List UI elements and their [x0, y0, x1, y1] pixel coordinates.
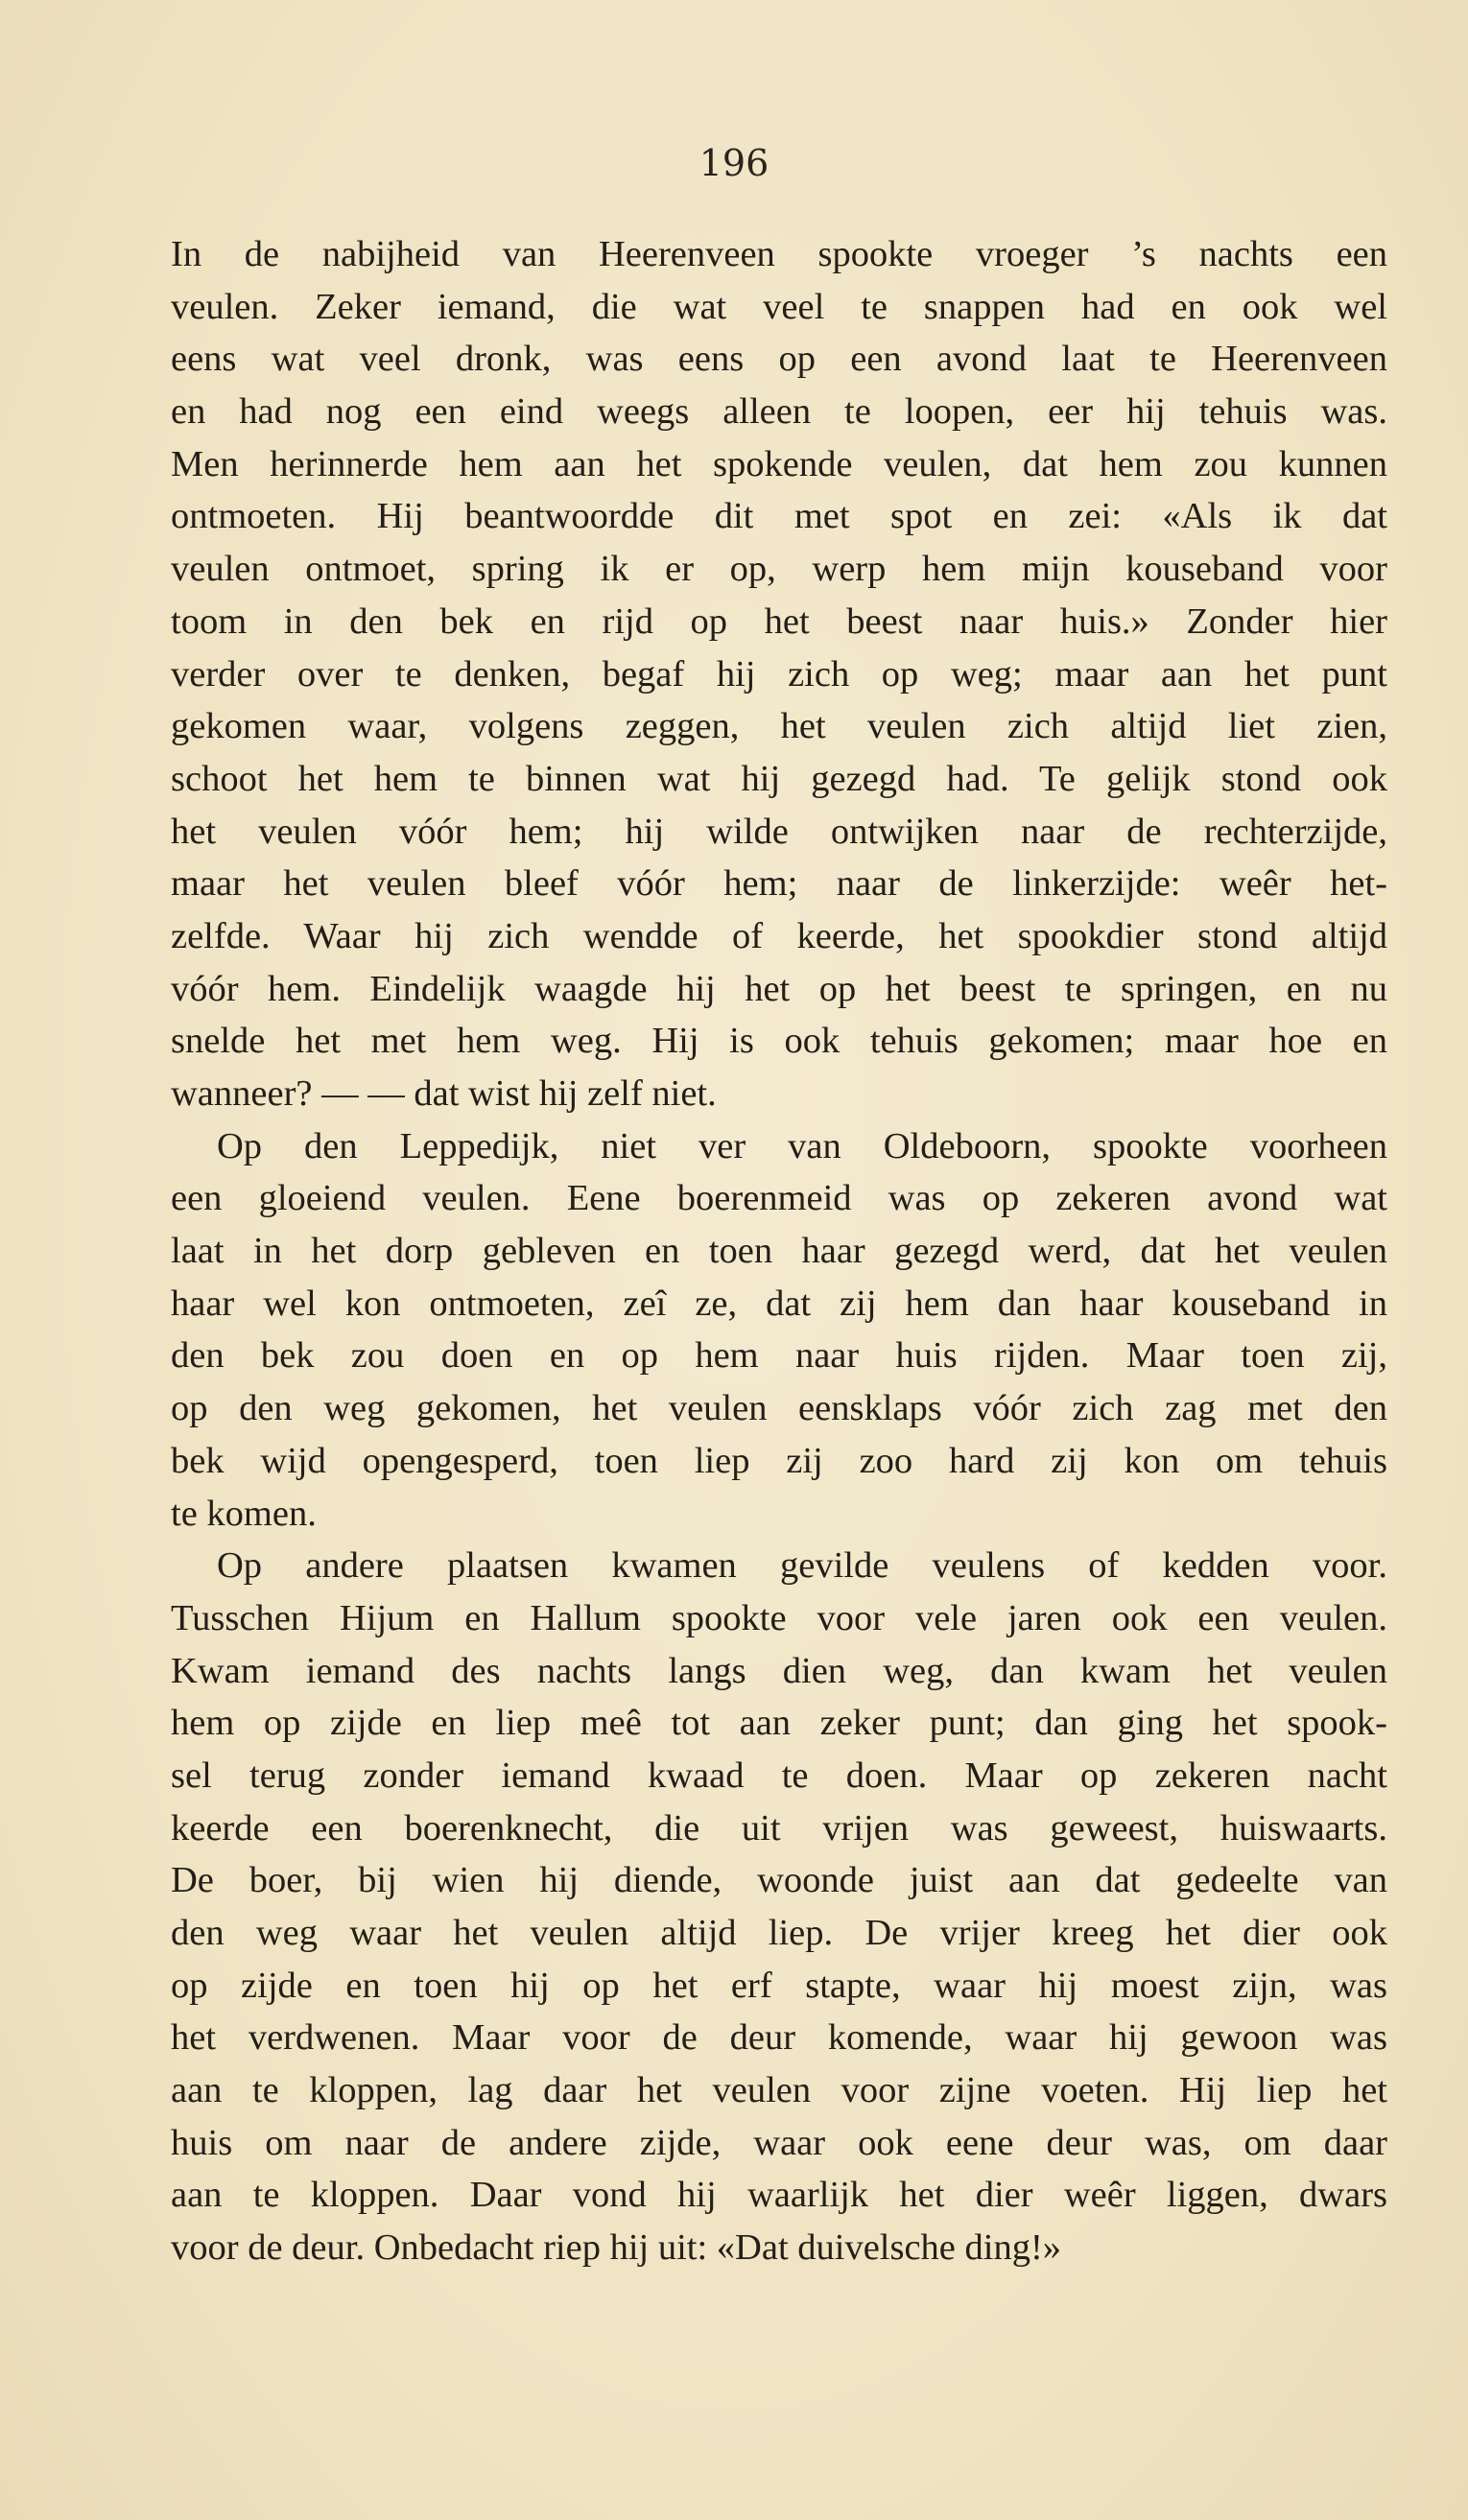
text-line: zelfde. Waar hij zich wendde of keerde, het spookdier stond altijd — [171, 915, 1387, 956]
text-line: aan te kloppen, lag daar het veulen voor zijne voeten. Hij liep het — [171, 2070, 1387, 2111]
text-line: ontmoeten. Hij beantwoordde dit met spot en zei: «Als ik dat — [171, 496, 1387, 537]
text-line: aan te kloppen. Daar vond hij waarlijk het dier weêr liggen, dwars — [171, 2175, 1387, 2216]
text-line: een gloeiend veulen. Eene boerenmeid was op zekeren avond wat — [171, 1178, 1387, 1219]
text-line: Kwam iemand des nachts langs dien weg, dan kwam het veulen — [171, 1650, 1387, 1691]
text-line: wanneer? — — dat wist hij zelf niet. — [171, 1073, 717, 1114]
text-line: laat in het dorp gebleven en toen haar gezegd werd, dat het veulen — [171, 1231, 1387, 1272]
text-line: Tusschen Hijum en Hallum spookte voor vele jaren ook een veulen. — [171, 1597, 1387, 1638]
text-line: hem op zijde en liep meê tot aan zeker punt; dan ging het spook- — [171, 1703, 1387, 1744]
text-line: In de nabijheid van Heerenveen spookte vroeger ’s nachts een — [171, 234, 1387, 274]
text-line: veulen ontmoet, spring ik er op, werp hem mijn kouseband voor — [171, 549, 1387, 590]
paragraph — [171, 228, 1387, 1120]
text-line: Op andere plaatsen kwamen gevilde veulens of kedden voor. — [217, 1545, 1387, 1587]
page-number: 196 — [698, 142, 770, 184]
text-line: den weg waar het veulen altijd liep. De vrijer kreeg het dier ook — [171, 1913, 1387, 1953]
text-line: verder over te denken, begaf hij zich op weg; maar aan het punt — [171, 653, 1387, 695]
text-line: sel terug zonder iemand kwaad te doen. Maar op zekeren nacht — [171, 1755, 1387, 1796]
text-line: eens wat veel dronk, was eens op een avond laat te Heerenveen — [171, 339, 1387, 380]
text-line: huis om naar de andere zijde, waar ook eene deur was, om daar — [171, 2122, 1387, 2163]
paragraph — [171, 1540, 1387, 2274]
text-line: Men herinnerde hem aan het spokende veulen, dat hem zou kunnen — [171, 443, 1387, 484]
text-line: gekomen waar, volgens zeggen, het veulen zich altijd liet zien, — [171, 706, 1387, 747]
text-line: Op den Leppedijk, niet ver van Oldeboorn, spookte voorheen — [217, 1125, 1387, 1166]
text-line: den bek zou doen en op hem naar huis rijden. Maar toen zij, — [171, 1335, 1387, 1377]
text-line: bek wijd opengesperd, toen liep zij zoo hard zij kon om tehuis — [171, 1440, 1387, 1481]
text-line: toom in den bek en rijd op het beest naar huis.» Zonder hier — [171, 601, 1387, 642]
text-line: keerde een boerenknecht, die uit vrijen was geweest, huiswaarts. — [171, 1807, 1387, 1849]
text-line: haar wel kon ontmoeten, zeî ze, dat zij hem dan haar kouseband in — [171, 1283, 1387, 1324]
text-line: het verdwenen. Maar voor de deur komende, waar hij gewoon was — [171, 2017, 1387, 2059]
text-line: snelde het met hem weg. Hij is ook tehuis gekomen; maar hoe en — [171, 1021, 1387, 1062]
text-line: veulen. Zeker iemand, die wat veel te snappen had en ook wel — [171, 286, 1387, 327]
text-line: op den weg gekomen, het veulen eensklaps vóór zich zag met den — [171, 1388, 1387, 1429]
text-line: De boer, bij wien hij diende, woonde juist aan dat gedeelte van — [171, 1860, 1387, 1901]
text-line: voor de deur. Onbedacht riep hij uit: «Dat duivelsche ding!» — [171, 2227, 1062, 2269]
paragraph — [171, 1120, 1387, 1541]
text-line: vóór hem. Eindelijk waagde hij het op het beest te springen, en nu — [171, 968, 1387, 1009]
text-line: het veulen vóór hem; hij wilde ontwijken naar de rechterzijde, — [171, 811, 1387, 852]
text-line: en had nog een eind weegs alleen te loopen, eer hij tehuis was. — [171, 391, 1387, 433]
text-line: schoot het hem te binnen wat hij gezegd had. Te gelijk stond ook — [171, 758, 1387, 799]
text-line: maar het veulen bleef vóór hem; naar de linkerzijde: weêr het- — [171, 863, 1387, 905]
text-line: te komen. — [171, 1493, 317, 1534]
body-text — [171, 228, 1387, 2274]
text-line: op zijde en toen hij op het erf stapte, waar hij moest zijn, was — [171, 1965, 1387, 2006]
